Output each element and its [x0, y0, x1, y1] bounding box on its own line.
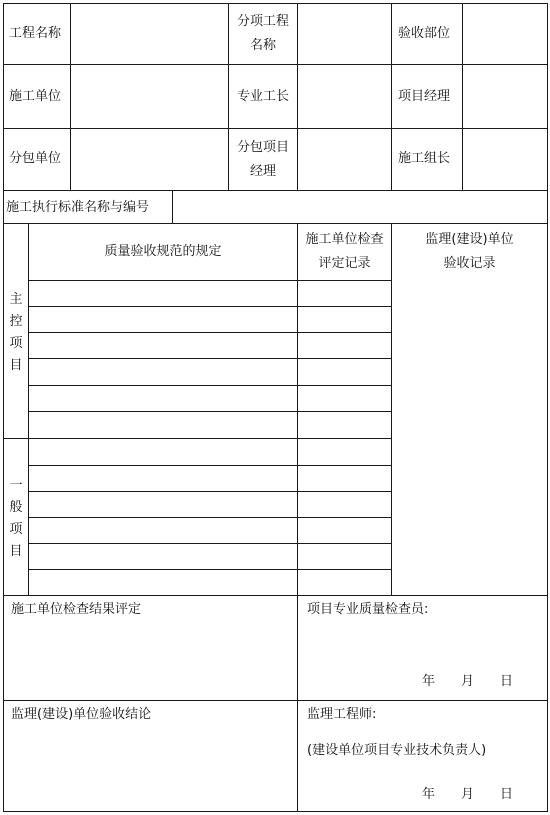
rule-bottom — [3, 811, 548, 812]
supervision-engineer-label: 监理工程师: — [307, 707, 377, 722]
rule-footer-divider — [297, 595, 298, 812]
rule-header-col1 — [70, 3, 71, 190]
rule-general-row — [28, 569, 392, 570]
rule-general-row — [28, 491, 392, 492]
rule-header-col3 — [297, 3, 298, 190]
construction-result-label: 施工单位检查结果评定 — [11, 602, 142, 617]
rule-right — [547, 3, 548, 812]
construction-unit-label: 施工单位 — [9, 89, 62, 104]
quality-inspector-label: 项目专业质量检查员: — [307, 602, 429, 617]
general-section-label: 一 般 项 目 — [9, 478, 23, 559]
sub-project-label: 分项工程 名称 — [236, 14, 289, 53]
rule-general-row — [28, 517, 392, 518]
rule-row1-bottom — [3, 64, 548, 65]
subcontract-manager-label: 分包项目 经理 — [236, 140, 289, 179]
rule-general-row — [28, 543, 392, 544]
construction-check-column-header: 施工单位检查 评定记录 — [305, 232, 384, 271]
rule-top — [3, 3, 548, 4]
acceptance-part-label: 验收部位 — [398, 26, 451, 41]
rule-section-col — [28, 223, 29, 595]
rule-row3-bottom — [3, 190, 548, 191]
specialty-foreman-label: 专业工长 — [236, 89, 289, 104]
rule-left — [3, 3, 4, 812]
rule-result-bottom — [3, 700, 548, 701]
rule-spec-col — [297, 223, 298, 595]
rule-main-section-bottom — [3, 438, 392, 439]
main-control-section-label: 主 控 项 目 — [9, 292, 23, 373]
project-name-label: 工程名称 — [9, 26, 62, 41]
spec-column-header: 质量验收规范的规定 — [104, 244, 222, 259]
project-manager-label: 项目经理 — [398, 89, 451, 104]
rule-items-bottom — [3, 595, 548, 596]
supervision-column-header: 监理(建设)单位 验收记录 — [425, 232, 514, 271]
rule-main-row — [28, 358, 392, 359]
rule-main-row — [28, 385, 392, 386]
supervision-conclusion-label: 监理(建设)单位验收结论 — [11, 707, 152, 722]
rule-main-row — [28, 332, 392, 333]
subcontract-unit-label: 分包单位 — [9, 151, 62, 166]
standard-label: 施工执行标准名称与编号 — [6, 200, 150, 215]
rule-general-row — [28, 465, 392, 466]
rule-row2-bottom — [3, 128, 548, 129]
rule-standard-bottom — [3, 223, 548, 224]
rule-main-row — [28, 306, 392, 307]
date-field-1: 年 月 日 — [422, 674, 514, 689]
rule-header-col5 — [462, 3, 463, 190]
rule-main-row — [28, 411, 392, 412]
rule-colheader-bottom — [28, 280, 392, 281]
technical-leader-label: (建设单位项目专业技术负责人) — [307, 743, 487, 758]
date-field-2: 年 月 日 — [422, 787, 514, 802]
rule-check-col — [391, 223, 392, 595]
rule-standard-divider — [172, 190, 173, 223]
rule-header-col4 — [391, 3, 392, 190]
construction-team-leader-label: 施工组长 — [398, 151, 451, 166]
